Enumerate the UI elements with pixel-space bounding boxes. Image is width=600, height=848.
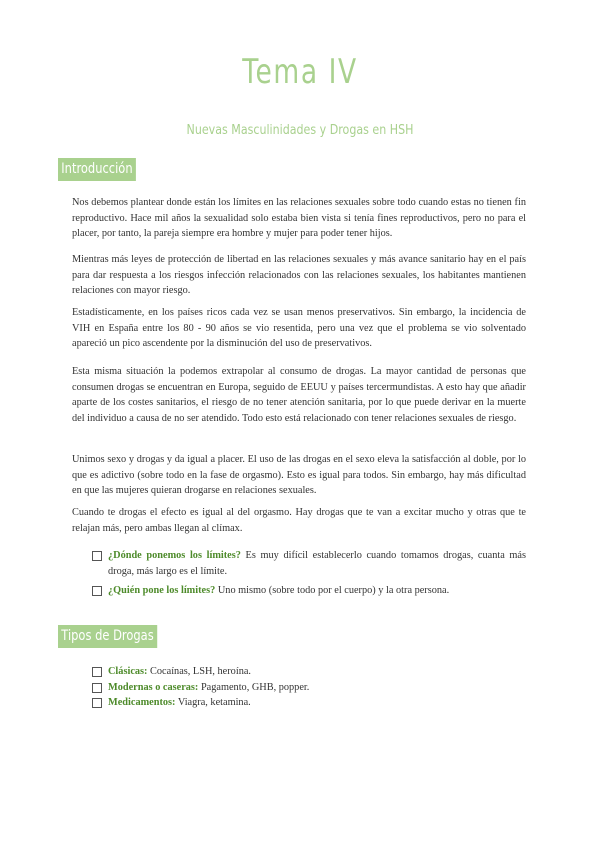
- checklist-item: [92, 664, 526, 680]
- checklist-text: Uno mismo (sobre todo por el cuerpo) y la otra persona.: [215, 585, 450, 597]
- paragraph: Mientras más leyes de protección de libertad en las relaciones sexuales y más avance sanitario hay en el país para dar respuesta a los riesgos infección relacionados con las relaciones sexuales, los habitantes mantienen relaciones con mayor riesgo.: [72, 254, 526, 297]
- document-title: Tema IV: [242, 52, 358, 92]
- drug-types-checklist: [92, 664, 526, 711]
- section-heading-tipos-de-drogas: Tipos de Drogas: [58, 625, 157, 648]
- document-subtitle: Nuevas Masculinidades y Drogas en HSH: [186, 122, 414, 138]
- checklist-item: [92, 548, 526, 579]
- checklist-term: Modernas o caseras:: [108, 681, 199, 693]
- checkbox-icon[interactable]: [92, 586, 102, 596]
- checklist-item: [92, 680, 526, 696]
- checklist-term: Medicamentos:: [108, 697, 176, 709]
- paragraph: Cuando te drogas el efecto es igual al del orgasmo. Hay drogas que te van a excitar mucho y otras que te relajan más, pero ambas llegan al clímax.: [72, 507, 526, 534]
- checkbox-icon[interactable]: [92, 698, 102, 708]
- paragraph: Nos debemos plantear donde están los límites en las relaciones sexuales sobre todo cuando estas no tienen fin reproductivo. Hace mil años la sexualidad solo estaba bien vista si tenía fines reproductivos, pero no para el placer, por tanto, la pareja siempre era hombre y mujer para poder tener hijos.: [72, 197, 526, 240]
- checklist-term: Clásicas:: [108, 666, 148, 677]
- limits-checklist: [92, 548, 526, 603]
- paragraph: Estadísticamente, en los países ricos cada vez se usan menos preservativos. Sin embargo, la incidencia de VIH en España entre los 80 - 90 años se vio resentida, pero una vez que el problema se vio solventado apareció un pico ascendente por la disminución del uso de preservativos.: [72, 307, 526, 350]
- checklist-term: ¿Dónde ponemos los límites?: [108, 550, 241, 561]
- checklist-item: [92, 695, 526, 711]
- checklist-term: ¿Quién pone los límites?: [108, 585, 216, 597]
- checklist-text: Es muy difícil establecerlo cuando tomamos drogas, cuanta más droga, más largo es el límite.: [108, 550, 527, 577]
- paragraph: Unimos sexo y drogas y da igual a placer. El uso de las drogas en el sexo eleva la satisfacción al doble, por lo que es adictivo (sobre todo en la fase de orgasmo). Esto es igual para todos. Sin embargo, hay más dificultad en que las mujeres quieran drogarse en relaciones sexuales.: [72, 454, 526, 497]
- paragraph: Esta misma situación la podemos extrapolar al consumo de drogas. La mayor cantidad de personas que consumen drogas se encuentran en Europa, seguido de EEUU y países tercermundistas. A esto hay que añadir aparte de los costes sanitarios, el riesgo de no tener atención sanitaria, por lo que puede derivar en la muerte del individuo a causa de no ser atendido. Todo esto está relacionado con tener relaciones sexuales de riesgo.: [72, 366, 526, 425]
- section-heading-introduccion: Introducción: [58, 158, 136, 181]
- checklist-text: Viagra, ketamina.: [175, 697, 251, 709]
- checkbox-icon[interactable]: [92, 667, 102, 677]
- checkbox-icon[interactable]: [92, 551, 102, 561]
- checklist-item: [92, 583, 526, 599]
- checkbox-icon[interactable]: [92, 683, 102, 693]
- checklist-text: Pagamento, GHB, popper.: [198, 681, 310, 693]
- checklist-text: Cocaínas, LSH, heroína.: [147, 666, 251, 677]
